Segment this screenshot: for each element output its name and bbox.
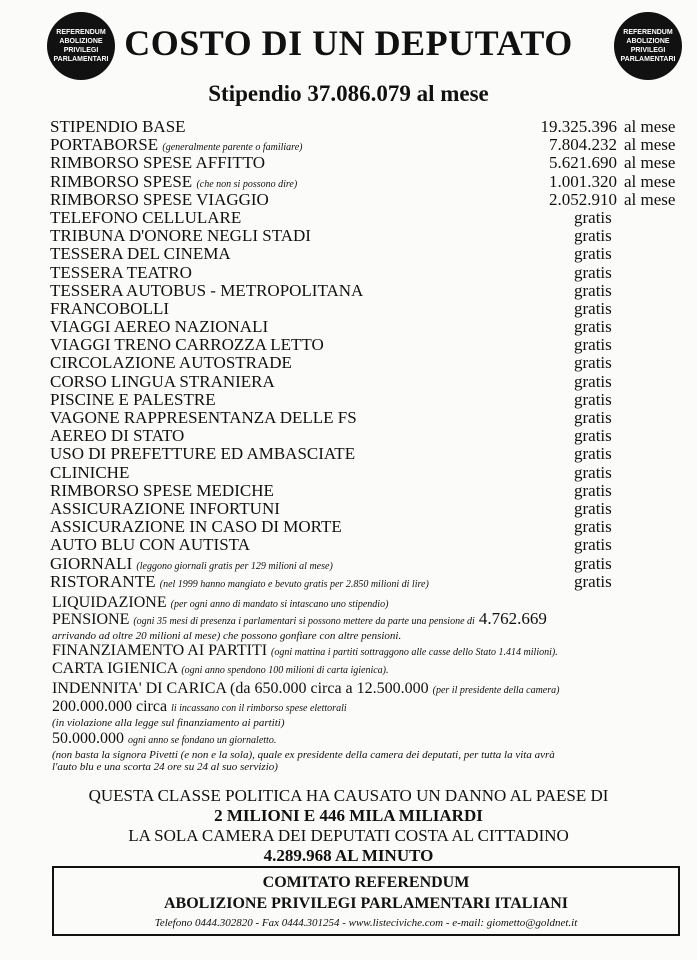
free-row — [50, 464, 690, 482]
gratis-label: gratis — [574, 535, 612, 555]
free-row — [50, 282, 690, 300]
cost-amount: 7.804.232 — [549, 135, 617, 155]
footer-box — [52, 866, 680, 936]
gratis-label: gratis — [574, 244, 612, 264]
seal-text: PARLAMENTARI — [53, 56, 109, 63]
cost-unit: al mese — [624, 153, 676, 173]
page-subtitle: Stipendio 37.086.079 al mese — [208, 81, 489, 106]
free-label: PISCINE E PALESTRE — [50, 389, 216, 409]
free-row — [50, 209, 690, 227]
free-label: RIMBORSO SPESE MEDICHE — [50, 480, 274, 500]
gratis-label: gratis — [574, 426, 612, 446]
free-label: RISTORANTE (nel 1999 hanno mangiato e bevuto gratis per 2.850 milioni di lire) — [50, 571, 429, 591]
seal-text: REFERENDUM — [623, 29, 673, 36]
seal-text: ABOLIZIONE — [626, 38, 670, 45]
free-label: VAGONE RAPPRESENTANZA DELLE FS — [50, 408, 357, 427]
seal-text: ABOLIZIONE — [59, 38, 103, 45]
cost-amount: 19.325.396 — [540, 117, 617, 136]
gratis-label: gratis — [574, 498, 612, 518]
free-row — [50, 573, 690, 591]
gratis-label: gratis — [574, 262, 612, 282]
free-row — [50, 300, 690, 318]
gratis-label: gratis — [574, 462, 612, 482]
free-row — [50, 373, 690, 391]
cost-label: RIMBORSO SPESE (che non si possono dire) — [50, 171, 298, 191]
rimborsi-entry: 200.000.000 circa li incassano con il rimborso spese elettorali (in violazione alla legge sul finanziamento ai partiti) — [52, 698, 347, 729]
cost-row — [50, 173, 690, 191]
free-row — [50, 555, 690, 573]
free-row — [50, 500, 690, 518]
free-label: VIAGGI AEREO NAZIONALI — [50, 317, 269, 337]
gratis-label: gratis — [574, 317, 612, 337]
free-row — [50, 354, 690, 372]
free-row — [50, 391, 690, 409]
gratis-label: gratis — [574, 353, 612, 373]
gratis-label: gratis — [574, 517, 612, 537]
gratis-label: gratis — [574, 408, 612, 427]
free-label: CORSO LINGUA STRANIERA — [50, 371, 275, 391]
free-row — [50, 482, 690, 500]
free-row — [50, 336, 690, 354]
cost-unit: al mese — [624, 189, 676, 209]
cost-unit: al mese — [624, 135, 676, 155]
free-row — [50, 409, 690, 427]
cost-label: STIPENDIO BASE — [50, 117, 186, 136]
gratis-label: gratis — [574, 280, 612, 300]
cost-label: PORTABORSE (generalmente parente o familiare) — [50, 135, 303, 155]
gratis-label: gratis — [574, 444, 612, 464]
seal-text: PRIVILEGI — [63, 47, 99, 54]
giornaletto-entry: 50.000.000 ogni anno se fondano un giornaletto. (non basta la signora Pivetti (e non e la sola), quale ex presidente della camera dei deputati, per tutta la vita avrà l'auto blu e una scorta 24 ore su 24 al suo servizio) — [52, 730, 555, 773]
cost-row — [50, 118, 690, 136]
free-label: TELEFONO CELLULARE — [50, 207, 242, 227]
conclusion-highlight: 2 MILIONI E 446 MILA MILIARDI — [214, 806, 483, 825]
conclusion-highlight: 4.289.968 AL MINUTO — [263, 846, 434, 865]
seal-text: PARLAMENTARI — [620, 56, 676, 63]
free-row — [50, 264, 690, 282]
liquidazione-entry: LIQUIDAZIONE (per ogni anno di mandato si intascano uno stipendio) — [52, 594, 389, 611]
page-title: COSTO DI UN DEPUTATO — [124, 23, 573, 63]
gratis-label: gratis — [574, 571, 612, 591]
footer-contacts: Telefono 0444.302820 - Fax 0444.301254 - www.listeciviche.com - e-mail: giometto@goldnet.it — [154, 917, 578, 929]
gratis-label: gratis — [574, 553, 612, 573]
cost-unit: al mese — [624, 171, 676, 191]
free-label: CIRCOLAZIONE AUTOSTRADE — [50, 353, 292, 373]
cost-list — [50, 118, 690, 591]
gratis-label: gratis — [574, 389, 612, 409]
gratis-label: gratis — [574, 207, 612, 227]
free-row — [50, 227, 690, 245]
free-label: AEREO DI STATO — [50, 426, 185, 446]
seal-text: PRIVILEGI — [630, 47, 666, 54]
free-label: TESSERA TEATRO — [50, 262, 192, 282]
free-row — [50, 536, 690, 554]
cost-amount: 5.621.690 — [549, 153, 617, 173]
free-row — [50, 518, 690, 536]
free-label: TRIBUNA D'ONORE NEGLI STADI — [50, 226, 311, 246]
free-label: TESSERA AUTOBUS - METROPOLITANA — [50, 280, 364, 300]
gratis-label: gratis — [574, 226, 612, 246]
free-label: ASSICURAZIONE INFORTUNI — [50, 498, 280, 518]
footer-organization: ABOLIZIONE PRIVILEGI PARLAMENTARI ITALIANI — [163, 895, 569, 912]
free-label: AUTO BLU CON AUTISTA — [50, 535, 250, 555]
cost-amount: 2.052.910 — [549, 189, 617, 209]
gratis-label: gratis — [574, 298, 612, 318]
free-label: FRANCOBOLLI — [50, 298, 170, 318]
cost-label: RIMBORSO SPESE AFFITTO — [50, 153, 266, 173]
cost-row — [50, 191, 690, 209]
free-row — [50, 245, 690, 263]
free-label: USO DI PREFETTURE ED AMBASCIATE — [50, 444, 356, 464]
free-row — [50, 318, 690, 336]
cost-unit: al mese — [624, 117, 676, 136]
conclusion-line: QUESTA CLASSE POLITICA HA CAUSATO UN DANNO AL PAESE DI — [88, 786, 609, 805]
free-row — [50, 445, 690, 463]
footer-committee: COMITATO REFERENDUM — [262, 874, 470, 891]
cost-row — [50, 136, 690, 154]
seal-text: REFERENDUM — [56, 29, 106, 36]
indennita-entry: INDENNITA' DI CARICA (da 650.000 circa a 12.500.000 (per il presidente della camera) — [52, 680, 560, 697]
free-label: VIAGGI TRENO CARROZZA LETTO — [50, 335, 324, 355]
gratis-label: gratis — [574, 335, 612, 355]
free-label: GIORNALI (leggono giornali gratis per 129 milioni al mese) — [50, 553, 333, 573]
conclusion-line: LA SOLA CAMERA DEI DEPUTATI COSTA AL CITTADINO — [128, 826, 569, 845]
cost-label: RIMBORSO SPESE VIAGGIO — [50, 189, 269, 209]
free-label: TESSERA DEL CINEMA — [50, 244, 231, 264]
finanziamento-entry: FINANZIAMENTO AI PARTITI (ogni mattina i partiti sottraggono alle casse dello Stato 1.414 milioni). — [52, 642, 558, 659]
gratis-label: gratis — [574, 371, 612, 391]
cost-amount: 1.001.320 — [549, 171, 617, 191]
carta-igienica-entry: CARTA IGIENICA (ogni anno spendono 100 milioni di carta igienica). — [52, 660, 389, 677]
free-label: ASSICURAZIONE IN CASO DI MORTE — [50, 517, 342, 537]
pensione-entry: PENSIONE (ogni 35 mesi di presenza i parlamentari si possono mettere da parte una pensione di 4.762.669 arrivando ad oltre 20 milioni al mese) che possono gonfiare con altre pensioni. — [52, 609, 547, 642]
cost-row — [50, 154, 690, 172]
gratis-label: gratis — [574, 480, 612, 500]
free-row — [50, 427, 690, 445]
free-label: CLINICHE — [50, 462, 130, 482]
